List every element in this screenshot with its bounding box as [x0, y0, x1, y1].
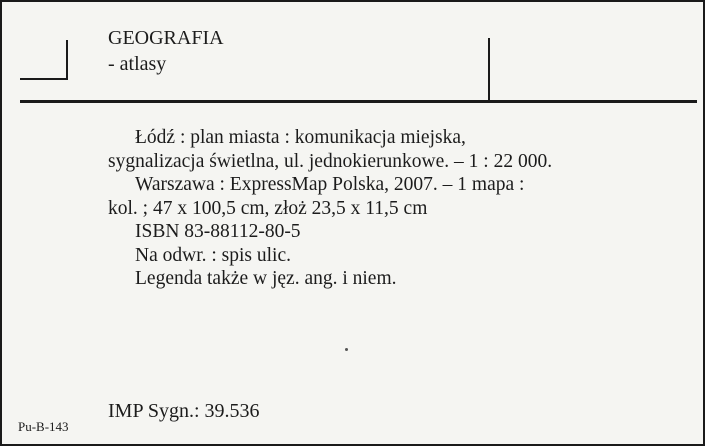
publication-line: Warszawa : ExpressMap Polska, 2007. – 1 mapa :: [135, 174, 525, 195]
isbn-line: ISBN 83-88112-80-5: [135, 221, 301, 242]
bibliographic-description: [108, 126, 618, 291]
call-number: IMP Sygn.: 39.536: [108, 400, 260, 422]
heading-vertical-rule: [488, 38, 490, 100]
note-line-1: Na odwr. : spis ulic.: [135, 244, 291, 266]
subject-heading-block: [108, 25, 224, 77]
physical-description-line: kol. ; 47 x 100,5 cm, złoż 23,5 x 11,5 cm: [108, 197, 428, 219]
catalog-card-id: Pu-B-143: [18, 419, 69, 434]
stray-dot-mark: [345, 348, 348, 351]
subject-heading: GEOGRAFIA: [108, 27, 224, 49]
title-line-2: sygnalizacja świetlna, ul. jednokierunkowe. – 1 : 22 000.: [108, 150, 553, 172]
note-line-2: Legenda także w jęz. ang. i niem.: [135, 268, 397, 289]
title-line-1: Łódź : plan miasta : komunikacja miejska,: [135, 127, 466, 148]
corner-bracket-mark: [20, 40, 68, 80]
subject-subheading: - atlasy: [108, 53, 167, 75]
heading-horizontal-rule: [20, 100, 697, 103]
